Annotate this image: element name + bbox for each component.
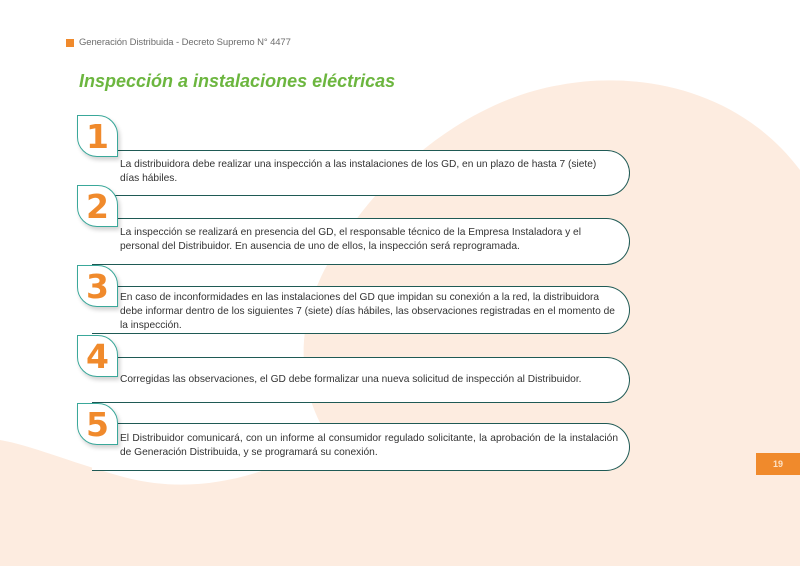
step-text: La inspección se realizará en presencia del GD, el responsable técnico de la Empresa Instaladora y el personal del Distribuidor. En ausencia de uno de ellos, la inspección será reprogramada.	[120, 227, 581, 252]
step-number-badge	[77, 403, 118, 445]
step-number: 1	[86, 116, 109, 156]
page-title: Inspección a instalaciones eléctricas	[79, 71, 396, 91]
step-text: En caso de inconformidades en las instalaciones del GD que impidan su conexión a la red, la distribuidora debe informar dentro de los siguientes 7 (siete) días hábiles, las observaciones registradas en el momento de la inspección.	[120, 292, 615, 331]
step-number: 4	[86, 336, 109, 376]
step-text: El Distribuidor comunicará, con un informe al consumidor regulado solicitante, la aprobación de la instalación de Generación Distribuida, y se programará su conexión.	[120, 433, 618, 458]
header-text: Generación Distribuida - Decreto Supremo N° 4477	[79, 37, 291, 48]
step-number: 5	[86, 404, 109, 444]
running-header	[66, 37, 291, 48]
step-number-badge	[77, 335, 118, 377]
step-number-badge	[77, 265, 118, 307]
step-number: 2	[86, 186, 109, 226]
page-number: 19	[756, 453, 800, 475]
step-number-badge	[77, 115, 118, 157]
step-number: 3	[86, 266, 109, 306]
step-text: Corregidas las observaciones, el GD debe formalizar una nueva solicitud de inspección al Distribuidor.	[120, 374, 582, 385]
step-text: La distribuidora debe realizar una inspección a las instalaciones de los GD, en un plazo de hasta 7 (siete) días hábiles.	[120, 159, 597, 184]
section-marker-icon	[66, 39, 74, 47]
step-number-badge	[77, 185, 118, 227]
